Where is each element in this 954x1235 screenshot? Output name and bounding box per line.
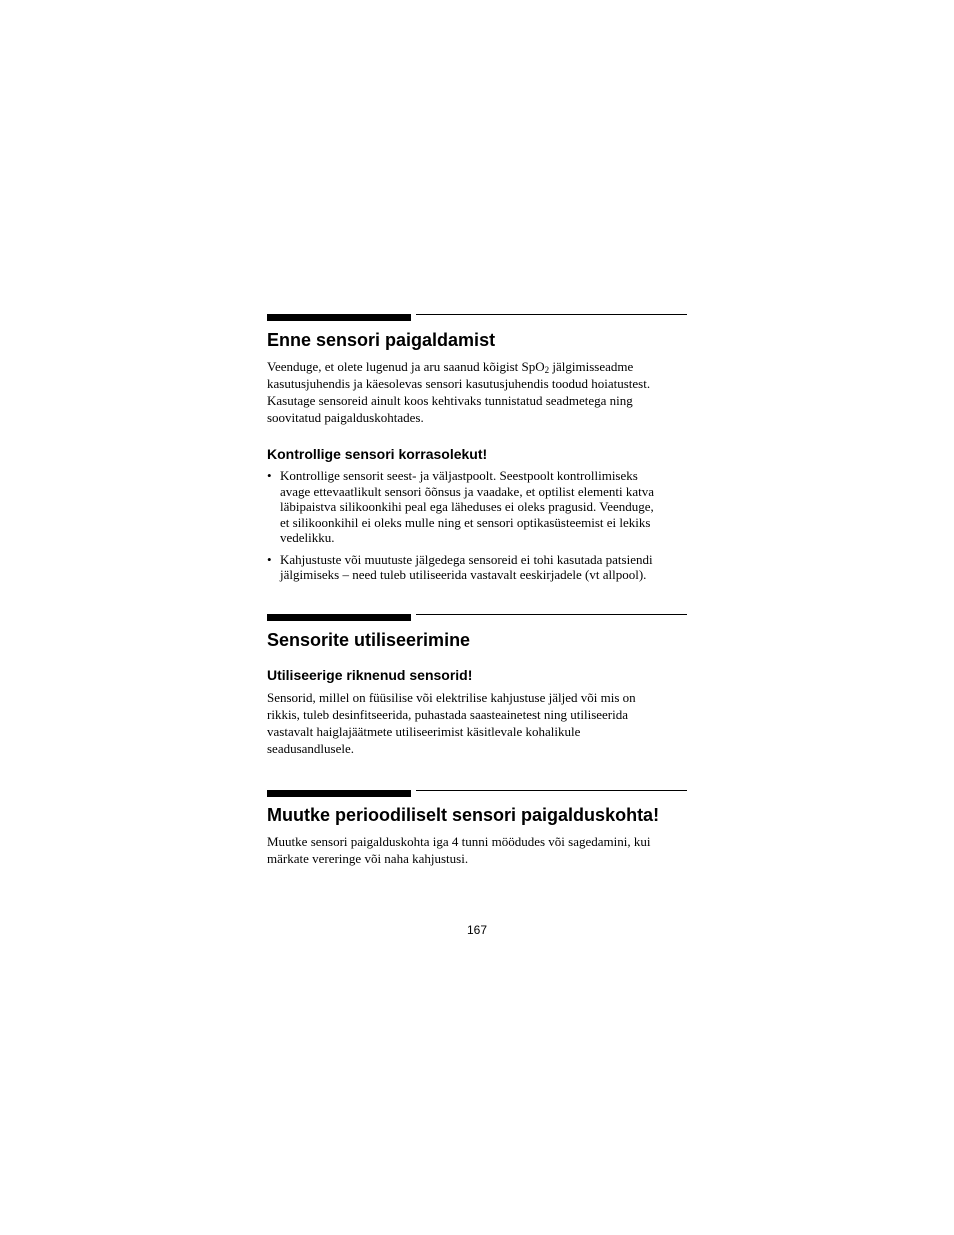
page-number: 167 — [466, 923, 488, 937]
body-paragraph — [267, 689, 636, 757]
paragraph-line: kasutusjuhendis ja käesolevas sensori kasutusjuhendis toodud hoiatustest. — [267, 376, 651, 391]
divider-thick-bar — [267, 614, 411, 621]
paragraph-line: Kasutage sensoreid ainult koos kehtivaks tunnistatud seadmetega ning — [267, 393, 633, 408]
paragraph-line — [267, 358, 650, 375]
text-run: jälgimisseadme — [549, 359, 634, 374]
subscript: 2 — [544, 365, 550, 375]
divider-thick-bar — [267, 790, 411, 797]
subheading: Utiliseerige riknenud sensorid! — [267, 667, 473, 683]
bullet-marker: • — [267, 468, 272, 483]
list-item-line: et silikoonkihil ei oleks mulle ning et sensori optikasüsteemist ei lekiks — [280, 514, 651, 530]
paragraph-line: soovitatud paigalduskohtades. — [267, 410, 424, 425]
section-heading: Sensorite utiliseerimine — [267, 630, 471, 650]
body-paragraph — [267, 833, 650, 867]
divider-thick-bar — [267, 314, 411, 321]
paragraph-line: märkate vereringe või naha kahjustusi. — [267, 851, 469, 866]
list-item-line: vedelikku. — [280, 530, 335, 545]
list-item-line: avage ettevaatlikult sensori õõnsus ja vaadake, et optilist elementi katva — [280, 483, 654, 499]
list-item-line: Kahjustuste või muutuste jälgedega sensoreid ei tohi kasutada patsiendi — [280, 551, 653, 567]
section-divider — [267, 614, 687, 622]
divider-thin-line — [416, 790, 687, 791]
paragraph-line: rikkis, tuleb desinfitseerida, puhastada saasteainetest ning utiliseerida — [267, 707, 629, 722]
section-divider — [267, 314, 687, 322]
paragraph-line: seadusandlusele. — [267, 741, 355, 756]
paragraph-line: Muutke sensori paigalduskohta iga 4 tunni möödudes või sagedamini, kui — [267, 834, 651, 849]
subheading: Kontrollige sensori korrasolekut! — [267, 446, 488, 462]
intro-paragraph — [267, 358, 650, 426]
section-heading: Enne sensori paigaldamist — [267, 330, 496, 350]
section-divider — [267, 790, 687, 798]
list-item-line: läbipaistva silikoonkihi peal ega läheduses ei oleks pragusid. Veenduge, — [280, 499, 654, 514]
list-item-line: Kontrollige sensorit seest- ja väljastpoolt. Seestpoolt kontrollimiseks — [280, 468, 638, 483]
paragraph-line: Sensorid, millel on füüsilise või elektrilise kahjustuse jäljed või mis on — [267, 690, 636, 705]
list-item-line: jälgimiseks – need tuleb utiliseerida vastavalt eeskirjadele (vt allpool). — [280, 567, 647, 582]
divider-thin-line — [416, 314, 687, 315]
section-heading: Muutke perioodiliselt sensori paigalduskohta! — [267, 805, 660, 825]
bullet-list — [267, 468, 654, 583]
text-run: Veenduge, et olete lugenud ja aru saanud kõigist SpO — [267, 359, 545, 374]
bullet-marker: • — [267, 551, 272, 567]
list-item — [267, 552, 654, 583]
paragraph-line: vastavalt haiglajäätmete utiliseerimist käsitlevale kohalikule — [267, 724, 581, 739]
divider-thin-line — [416, 614, 687, 615]
list-item — [267, 468, 654, 546]
